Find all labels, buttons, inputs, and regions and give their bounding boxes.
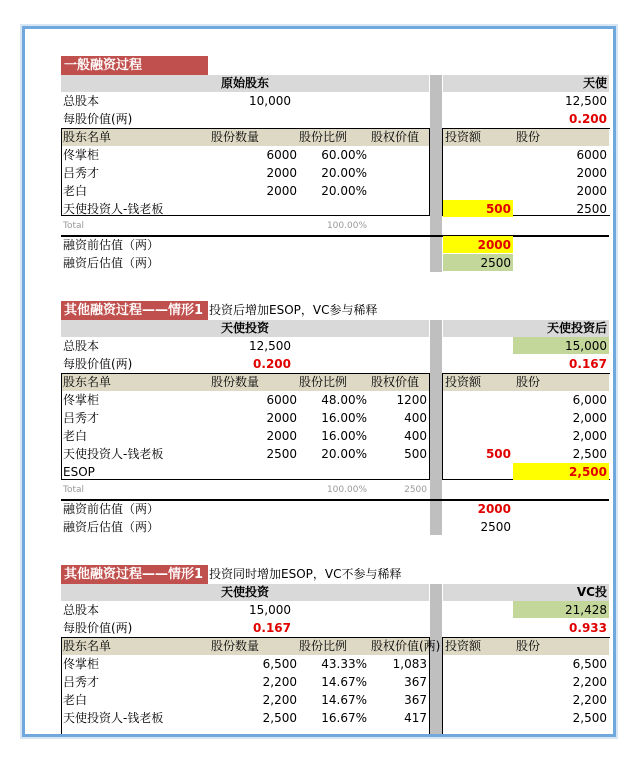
s3-h-shares: 股份数量 <box>211 639 260 653</box>
s1-post-row <box>61 254 609 272</box>
s2-r2-name: 老白 <box>63 429 88 443</box>
s2-band-right: 天使投资后 <box>443 320 609 337</box>
s3-price-label: 每股价值(两) <box>63 621 133 635</box>
s1-total-shares-row <box>61 92 609 110</box>
s1-r2-right: 2000 <box>576 184 607 198</box>
s1-r0-name: 佟掌柜 <box>63 148 100 162</box>
s2-h-invest: 投资额 <box>445 375 482 389</box>
s2-price-label: 每股价值(两) <box>63 357 133 371</box>
s1-r3-invest: 500 <box>485 202 511 216</box>
s3-band-left: 天使投资 <box>61 584 429 601</box>
s3-r3-right: 2,500 <box>572 711 607 725</box>
s2-r3-ratio: 20.00% <box>321 447 367 461</box>
s2-h-value: 股权价值 <box>371 375 420 389</box>
table-row <box>61 673 609 691</box>
s1-h-value: 股权价值 <box>371 130 420 144</box>
s2-r0-ratio: 48.00% <box>321 393 367 407</box>
s2-r2-ratio: 16.00% <box>321 429 367 443</box>
s2-r4-right: 2,500 <box>569 465 607 479</box>
s2-r3-value: 500 <box>404 447 427 461</box>
s1-header-row <box>61 128 609 146</box>
table-row <box>61 146 609 164</box>
s1-r1-ratio: 20.00% <box>321 166 367 180</box>
s3-h-share-r: 股份 <box>516 639 541 653</box>
s3-r2-value: 367 <box>404 693 427 707</box>
s1-total-label: Total <box>63 221 85 231</box>
table-row <box>61 709 609 727</box>
section2-subtitle: 投资后增加ESOP，VC参与稀释 <box>209 303 378 317</box>
s1-post-value: 2500 <box>480 256 511 270</box>
s2-post-row <box>61 518 609 536</box>
table-row <box>61 463 609 481</box>
s2-band-left: 天使投资 <box>61 320 429 337</box>
s2-r2-value: 400 <box>404 429 427 443</box>
s1-r1-shares: 2000 <box>266 166 297 180</box>
s2-pre-label: 融资前估值（两） <box>63 502 160 516</box>
s3-r1-name: 吕秀才 <box>63 675 100 689</box>
s2-post-label: 融资后估值（两） <box>63 520 160 534</box>
s2-r0-right: 6,000 <box>572 393 607 407</box>
s1-total-shares-label: 总股本 <box>63 94 100 108</box>
s3-r2-name: 老白 <box>63 693 88 707</box>
s2-total-label: Total <box>63 485 85 495</box>
s1-price-right: 0.200 <box>569 112 607 126</box>
s1-r0-right: 6000 <box>576 148 607 162</box>
s2-total-ratio: 100.00% <box>326 485 367 495</box>
s1-price-row <box>61 110 609 128</box>
s1-r3-name: 天使投资人-钱老板 <box>63 202 164 216</box>
s1-r0-shares: 6000 <box>266 148 297 162</box>
table-row <box>61 445 609 463</box>
s1-pre-row <box>61 236 609 254</box>
s3-r1-shares: 2,200 <box>262 675 297 689</box>
table-row <box>61 655 609 673</box>
s3-band-right: VC投 <box>443 584 609 601</box>
s3-r2-ratio: 14.67% <box>321 693 367 707</box>
s2-post-value: 2500 <box>480 520 511 534</box>
s1-band-right: 天使 <box>443 75 609 92</box>
s3-r0-right: 6,500 <box>572 657 607 671</box>
s2-r2-shares: 2000 <box>266 429 297 443</box>
s3-h-name: 股东名单 <box>63 639 112 653</box>
s2-pre-row <box>61 500 609 518</box>
s1-pre-label: 融资前估值（两） <box>63 238 160 252</box>
s1-r2-ratio: 20.00% <box>321 184 367 198</box>
s2-total-shares-row <box>61 337 609 355</box>
s2-total-value: 2500 <box>404 485 427 495</box>
s2-h-ratio: 股份比例 <box>299 375 348 389</box>
s1-band-left: 原始股东 <box>61 75 429 92</box>
section1-title: 一般融资过程 <box>61 56 208 75</box>
s3-r0-name: 佟掌柜 <box>63 657 100 671</box>
s1-price-label: 每股价值(两) <box>63 112 133 126</box>
s2-price-row <box>61 355 609 373</box>
s2-pre-value: 2000 <box>477 502 511 516</box>
s3-r1-ratio: 14.67% <box>321 675 367 689</box>
s2-r0-name: 佟掌柜 <box>63 393 100 407</box>
s2-r3-shares: 2500 <box>266 447 297 461</box>
s2-h-share-r: 股份 <box>516 375 541 389</box>
table-row <box>61 427 609 445</box>
s2-price-right: 0.167 <box>569 357 607 371</box>
s3-r0-ratio: 43.33% <box>321 657 367 671</box>
section2-title: 其他融资过程——情形1 <box>61 301 208 320</box>
s3-r0-value: 1,083 <box>392 657 427 671</box>
s3-r1-value: 367 <box>404 675 427 689</box>
screenshot-frame <box>22 26 616 737</box>
section3-subtitle: 投资同时增加ESOP，VC不参与稀释 <box>209 567 402 581</box>
s2-r2-right: 2,000 <box>572 429 607 443</box>
table-row <box>61 182 609 200</box>
s1-r1-name: 吕秀才 <box>63 166 100 180</box>
table-row <box>61 409 609 427</box>
s1-total-row <box>61 217 609 235</box>
s1-total-shares-right: 12,500 <box>565 94 607 108</box>
s2-r1-value: 400 <box>404 411 427 425</box>
s3-total-shares-right: 21,428 <box>565 603 607 617</box>
s3-r0-shares: 6,500 <box>262 657 297 671</box>
s2-r1-shares: 2000 <box>266 411 297 425</box>
s1-h-invest: 投资额 <box>445 130 482 144</box>
s2-r0-shares: 6000 <box>266 393 297 407</box>
s1-post-label: 融资后估值（两） <box>63 256 160 270</box>
s2-h-shares: 股份数量 <box>211 375 260 389</box>
s2-total-shares-left: 12,500 <box>249 339 291 353</box>
table-row <box>61 200 609 218</box>
s2-r4-name: ESOP <box>63 465 95 479</box>
s3-h-invest: 投资额 <box>445 639 482 653</box>
s3-r1-right: 2,200 <box>572 675 607 689</box>
s2-total-row <box>61 481 609 499</box>
s3-header-row <box>61 637 609 655</box>
s2-total-shares-right: 15,000 <box>565 339 607 353</box>
s3-h-value: 股权价值(两) <box>371 639 441 653</box>
s1-pre-value: 2000 <box>477 238 511 252</box>
s1-h-shares: 股份数量 <box>211 130 260 144</box>
s2-r0-value: 1200 <box>396 393 427 407</box>
s2-r3-name: 天使投资人-钱老板 <box>63 447 164 461</box>
s3-total-shares-left: 15,000 <box>249 603 291 617</box>
s3-r2-right: 2,200 <box>572 693 607 707</box>
table-row <box>61 691 609 709</box>
s3-r3-value: 417 <box>404 711 427 725</box>
s2-h-name: 股东名单 <box>63 375 112 389</box>
s3-total-shares-label: 总股本 <box>63 603 100 617</box>
s3-r2-shares: 2,200 <box>262 693 297 707</box>
s1-h-share-r: 股份 <box>516 130 541 144</box>
s3-r3-shares: 2,500 <box>262 711 297 725</box>
s1-r2-shares: 2000 <box>266 184 297 198</box>
s3-total-shares-row <box>61 601 609 619</box>
s2-total-shares-label: 总股本 <box>63 339 100 353</box>
table-row <box>61 164 609 182</box>
section3-title: 其他融资过程——情形1 <box>61 565 208 584</box>
s1-h-ratio: 股份比例 <box>299 130 348 144</box>
s1-r0-ratio: 60.00% <box>321 148 367 162</box>
s2-r1-right: 2,000 <box>572 411 607 425</box>
s2-r3-right: 2,500 <box>572 447 607 461</box>
s3-price-row <box>61 619 609 637</box>
s3-price-left: 0.167 <box>253 621 291 635</box>
s2-price-left: 0.200 <box>253 357 291 371</box>
s1-r1-right: 2000 <box>576 166 607 180</box>
s3-price-right: 0.933 <box>569 621 607 635</box>
table-row <box>61 391 609 409</box>
s2-r3-invest: 500 <box>485 447 511 461</box>
s1-total-shares-left: 10,000 <box>249 94 291 108</box>
s2-r1-ratio: 16.00% <box>321 411 367 425</box>
s3-h-ratio: 股份比例 <box>299 639 348 653</box>
s2-header-row <box>61 373 609 391</box>
s1-h-name: 股东名单 <box>63 130 112 144</box>
s1-r3-right: 2500 <box>576 202 607 216</box>
s2-r1-name: 吕秀才 <box>63 411 100 425</box>
s3-r3-ratio: 16.67% <box>321 711 367 725</box>
spreadsheet <box>61 29 609 734</box>
s1-r2-name: 老白 <box>63 184 88 198</box>
s1-total-ratio: 100.00% <box>326 221 367 231</box>
s3-r3-name: 天使投资人-钱老板 <box>63 711 164 725</box>
